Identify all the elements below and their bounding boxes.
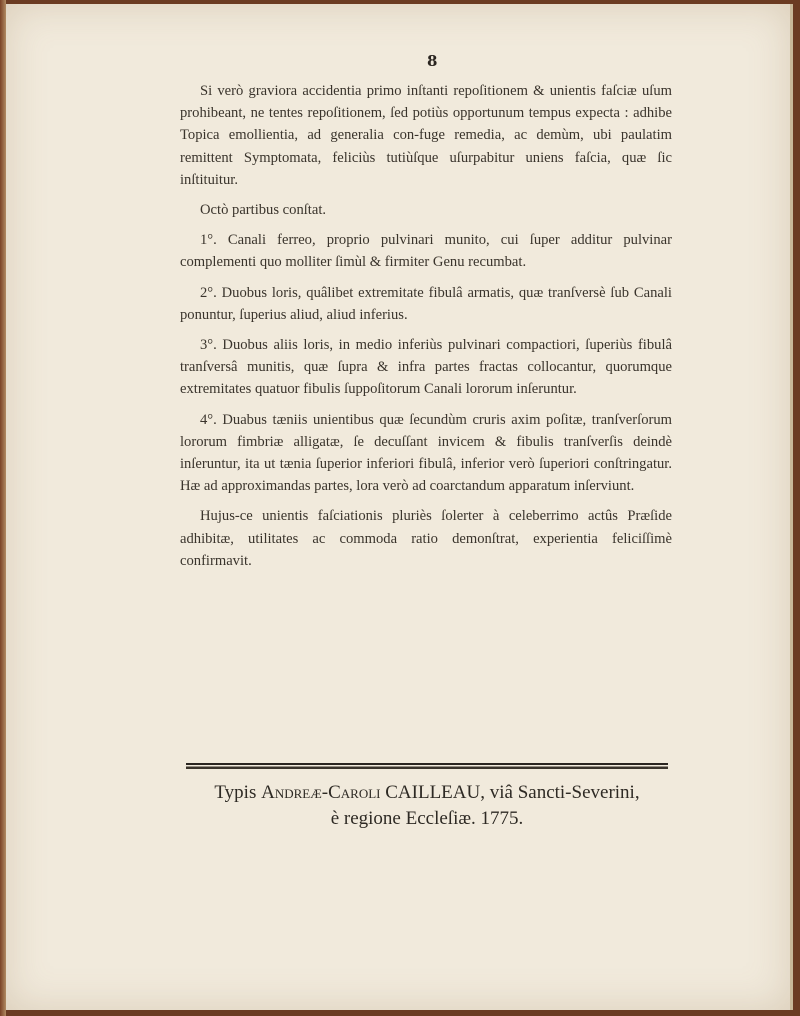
imprint-printer-first: Andreæ-Caroli [261, 782, 381, 803]
imprint-line-2: è regione Eccleſiæ. 1775. [330, 808, 524, 829]
imprint-street: , viâ Sancti-Severini, [480, 782, 640, 803]
paragraph-part-1: 1°. Canali ferreo, proprio pulvinari munito, cui ſuper additur pulvinar complementi quo molliter ſimùl & firmiter Genu recumbat. [180, 232, 672, 271]
imprint-printer-last: CAILLEAU [385, 782, 481, 803]
paragraph-part-4: 4°. Duabus tæniis unientibus quæ ſecundùm cruris axim poſitæ, tranſverſorum lororum fimbriæ alligatæ, ſe decuſſant invicem & fibulis tranſverſis deindè inſeruntur, ita ut tænia ſuperior inferiori fibulâ, inferior verò ſuperiori conſtringatur. Hæ ad approximandas partes, lora verò ad coarctandum apparatum inſerviunt. [180, 411, 672, 495]
paragraph-intro: Si verò graviora accidentia primo inſtanti repoſitionem & unientis faſciæ uſum prohibeant, ne tentes repoſitionem, ſed potiùs opportunum tempus expecta : adhibe Topica emollientia, ad generalia con-fuge remedia, ac demùm, ubi paulatim remittent Symptomata, feliciùs tutiùſque uſurpabitur uniens faſcia, quæ ſic inſtituitur. [180, 83, 672, 188]
paragraph-conclusion: Hujus-ce unientis faſciationis pluriès ſolerter à celeberrimo actûs Præſide adhibitæ, utilitates ac commoda ratio demonſtrat, experientia feliciſſimè confirmavit. [180, 508, 672, 569]
paragraph-part-2: 2°. Duobus loris, quâlibet extremitate fibulâ armatis, quæ tranſversè ſub Canali ponuntur, ſuperius aliud, aliud inferius. [180, 284, 672, 323]
page-number: 8 [427, 52, 438, 70]
printer-imprint [186, 780, 668, 832]
imprint-prefix: Typis [214, 782, 257, 803]
paragraph-part-3: 3°. Duobus aliis loris, in medio inferiùs pulvinari compactiori, ſuperiùs fibulâ tranſversâ munitis, quæ ſupra & infra partes fractas collocantur, quorumque extremitates quatuor fibulis ſuppoſitorum Canali lororum inſeruntur. [180, 337, 672, 398]
imprint-line-1 [186, 780, 668, 806]
ornamental-rule [186, 762, 668, 770]
body-text [180, 80, 672, 580]
paragraph-parts-count: Octò partibus conſtat. [200, 202, 327, 219]
